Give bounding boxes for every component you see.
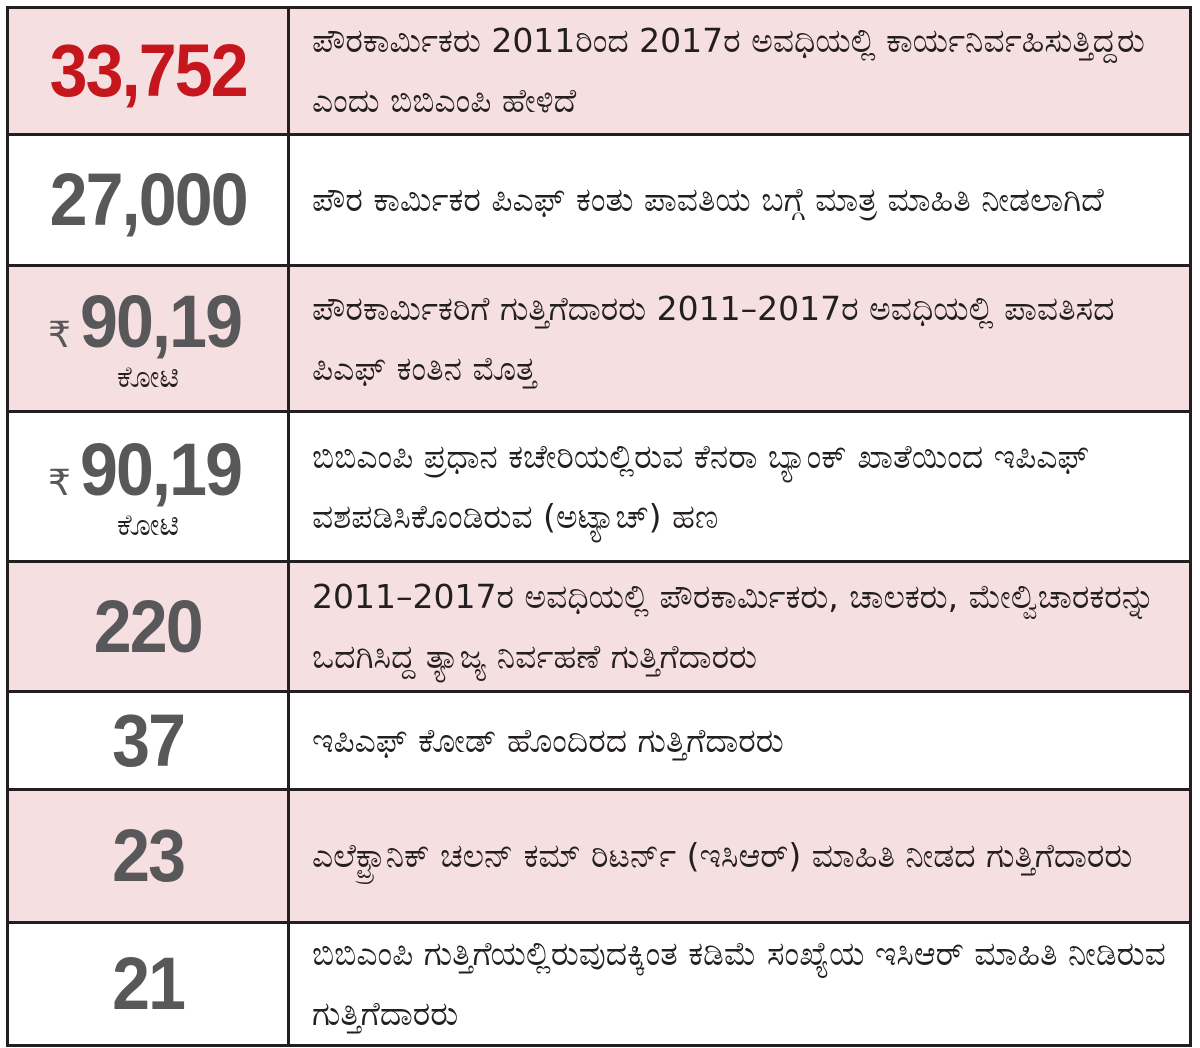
stat-unit: ಕೋಟಿ: [116, 507, 180, 543]
stat-description-cell: [289, 412, 1191, 562]
stat-description: ಇಪಿಎಫ್‌ ಕೋಡ್‌ ಹೊಂದಿರದ ಗುತ್ತಿಗೆದಾರರು: [312, 720, 784, 760]
stat-value: 27,000: [49, 158, 247, 241]
stat-value: 90,19: [79, 279, 242, 363]
stat-value: 37: [111, 698, 185, 782]
stat-description-cell: [289, 8, 1191, 135]
stat-value-cell: [8, 266, 289, 412]
rupee-icon: ₹: [47, 314, 71, 356]
stat-value-cell: [8, 692, 289, 790]
stat-description: ಪೌರಕಾರ್ಮಿಕರಿಗೆ ಗುತ್ತಿಗೆದಾರರು 2011–2017ರ ಅವಧಿಯಲ್ಲಿ ಪಾವತಿಸದ ಪಿಎಫ್‌ ಕಂತಿನ ಮೊತ್ತ: [312, 288, 1115, 388]
rupee-icon: ₹: [47, 462, 71, 504]
stat-value-cell: [8, 790, 289, 923]
stat-row: [8, 135, 1191, 266]
stat-description-cell: [289, 266, 1191, 412]
stat-description: ಬಿಬಿಎಂಪಿ ಪ್ರಧಾನ ಕಚೇರಿಯಲ್ಲಿರುವ ಕೆನರಾ ಬ್ಯಾಂಕ್‌ ಖಾತೆಯಿಂದ ಇಪಿಎಫ್‌ ವಶಪಡಿಸಿಕೊಂಡಿರುವ (ಅಟ್ಯಾಚ್‌) ಹಣ: [312, 436, 1090, 536]
stat-row: [8, 692, 1191, 790]
stat-value-cell: [8, 135, 289, 266]
stat-row: [8, 923, 1191, 1046]
stat-description: 2011–2017ರ ಅವಧಿಯಲ್ಲಿ ಪೌರಕಾರ್ಮಿಕರು, ಚಾಲಕರು, ಮೇಲ್ವಿಚಾರಕರನ್ನು ಒದಗಿಸಿದ್ದ ತ್ಯಾಜ್ಯ ನಿರ್ವಹಣೆ ಗುತ್ತಿಗೆದಾರರು: [312, 576, 1155, 676]
stat-unit: ಕೋಟಿ: [116, 359, 180, 395]
stat-value: 33,752: [49, 29, 247, 112]
stat-description-cell: [289, 135, 1191, 266]
stat-value: 23: [111, 814, 185, 897]
stats-table: [6, 6, 1192, 1047]
stat-description: ಪೌರ ಕಾರ್ಮಿಕರ ಪಿಎಫ್‌ ಕಂತು ಪಾವತಿಯ ಬಗ್ಗೆ ಮಾತ್ರ ಮಾಹಿತಿ ನೀಡಲಾಗಿದೆ: [312, 180, 1104, 219]
stat-row: [8, 790, 1191, 923]
stat-description: ಬಿಬಿಎಂಪಿ ಗುತ್ತಿಗೆಯಲ್ಲಿರುವುದಕ್ಕಿಂತ ಕಡಿಮೆ ಸಂಖ್ಯೆಯ ಇಸಿಆರ್‌ ಮಾಹಿತಿ ನೀಡಿರುವ ಗುತ್ತಿಗೆದಾರರು: [312, 934, 1166, 1033]
stat-description-cell: [289, 692, 1191, 790]
stat-row: [8, 412, 1191, 562]
stat-value: 21: [111, 942, 185, 1025]
stat-value: 90,19: [79, 427, 242, 511]
stat-value-cell: [8, 412, 289, 562]
stat-value: 220: [93, 584, 203, 668]
stat-value-cell: [8, 923, 289, 1046]
stat-description: ಪೌರಕಾರ್ಮಿಕರು 2011ರಿಂದ 2017ರ ಅವಧಿಯಲ್ಲಿ ಕಾರ್ಯನಿರ್ವಹಿಸುತ್ತಿದ್ದರು ಎಂದು ಬಿಬಿಎಂಪಿ ಹೇಳಿದೆ: [312, 21, 1145, 120]
stat-row: [8, 8, 1191, 135]
stat-value-cell: [8, 562, 289, 692]
stat-description-cell: [289, 923, 1191, 1046]
stat-description-cell: [289, 790, 1191, 923]
stat-value-cell: [8, 8, 289, 135]
stat-row: [8, 266, 1191, 412]
stat-description-cell: [289, 562, 1191, 692]
stat-row: [8, 562, 1191, 692]
stat-description: ಎಲೆಕ್ಟ್ರಾನಿಕ್‌ ಚಲನ್‌ ಕಮ್‌ ರಿಟರ್ನ್‌ (ಇಸಿಆರ್‌) ಮಾಹಿತಿ ನೀಡದ ಗುತ್ತಿಗೆದಾರರು: [312, 836, 1133, 875]
